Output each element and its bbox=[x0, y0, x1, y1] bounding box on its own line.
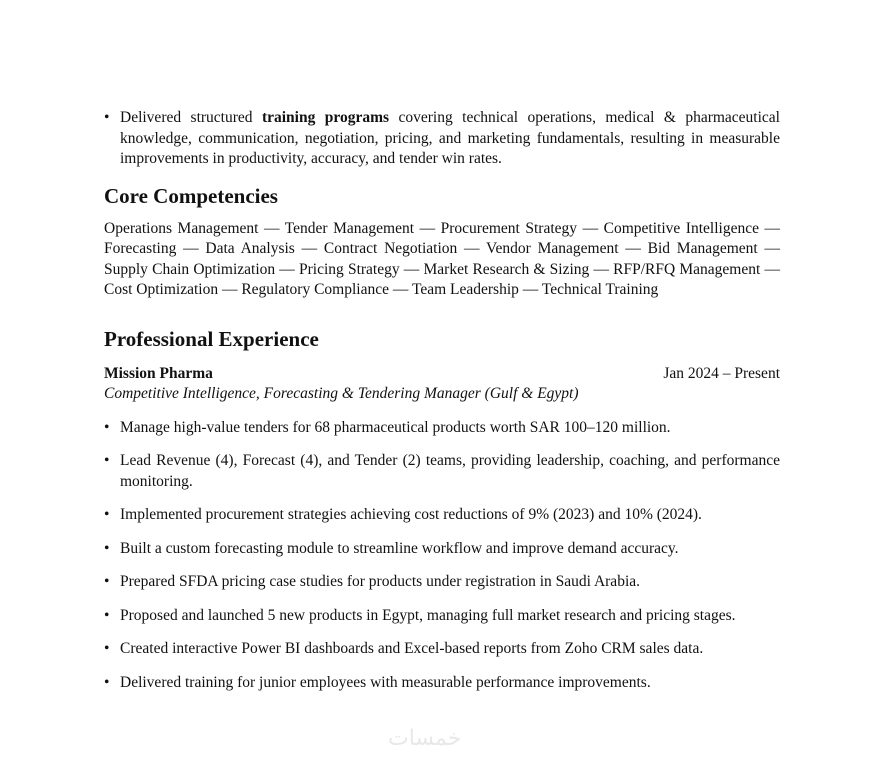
list-item: • Proposed and launched 5 new products in Egypt, managing full market research and pricing stages. bbox=[104, 606, 780, 627]
company-name: Mission Pharma bbox=[104, 364, 213, 382]
core-competencies-heading: Core Competencies bbox=[104, 183, 278, 208]
list-item bbox=[104, 108, 780, 170]
professional-experience-heading: Professional Experience bbox=[104, 326, 319, 351]
job-entry bbox=[104, 364, 780, 694]
resume-page bbox=[104, 108, 780, 706]
list-item: • Lead Revenue (4), Forecast (4), and Tender (2) teams, providing leadership, coaching, and performance monitoring. bbox=[104, 451, 780, 492]
list-item: • Implemented procurement strategies achieving cost reductions of 9% (2023) and 10% (2024). bbox=[104, 505, 780, 526]
list-item: • Prepared SFDA pricing case studies for products under registration in Saudi Arabia. bbox=[104, 572, 780, 593]
job-header bbox=[104, 364, 780, 385]
list-item: • Manage high-value tenders for 68 pharmaceutical products worth SAR 100–120 million. bbox=[104, 418, 780, 439]
job-dates: Jan 2024 – Present bbox=[663, 364, 780, 382]
faint-watermark: خمسات bbox=[388, 726, 462, 751]
job-role: Competitive Intelligence, Forecasting & Tendering Manager (Gulf & Egypt) bbox=[104, 385, 579, 402]
core-competencies-text: Operations Management — Tender Management — Procurement Strategy — Competitive Intelligence — Forecasting — Data Analysis — Contract Negotiation — Vendor Management — Bid Management — Supply Chain Optimization — Pricing Strategy — Market Research & Sizing — RFP/RFQ Management — Cost Optimization — Regulatory Compliance — Team Leadership — Technical Training bbox=[104, 219, 780, 298]
bullet-bold-phrase: training programs bbox=[261, 109, 390, 126]
bullet-text-before: Delivered structured bbox=[120, 109, 262, 126]
job-bullet-list bbox=[104, 418, 780, 694]
list-item: • Delivered training for junior employees with measurable performance improvements. bbox=[104, 673, 780, 694]
list-item: • Built a custom forecasting module to streamline workflow and improve demand accuracy. bbox=[104, 539, 780, 560]
bullet-text-after: covering technical operations, medical & pharmaceutical knowledge, communication, negotiation, pricing, and marketing fundamentals, resulting in measurable improvements in productivity, accuracy, and tender win rates. bbox=[120, 109, 780, 167]
intro-bullet-list bbox=[104, 108, 780, 170]
list-item: • Created interactive Power BI dashboards and Excel-based reports from Zoho CRM sales data. bbox=[104, 639, 780, 660]
